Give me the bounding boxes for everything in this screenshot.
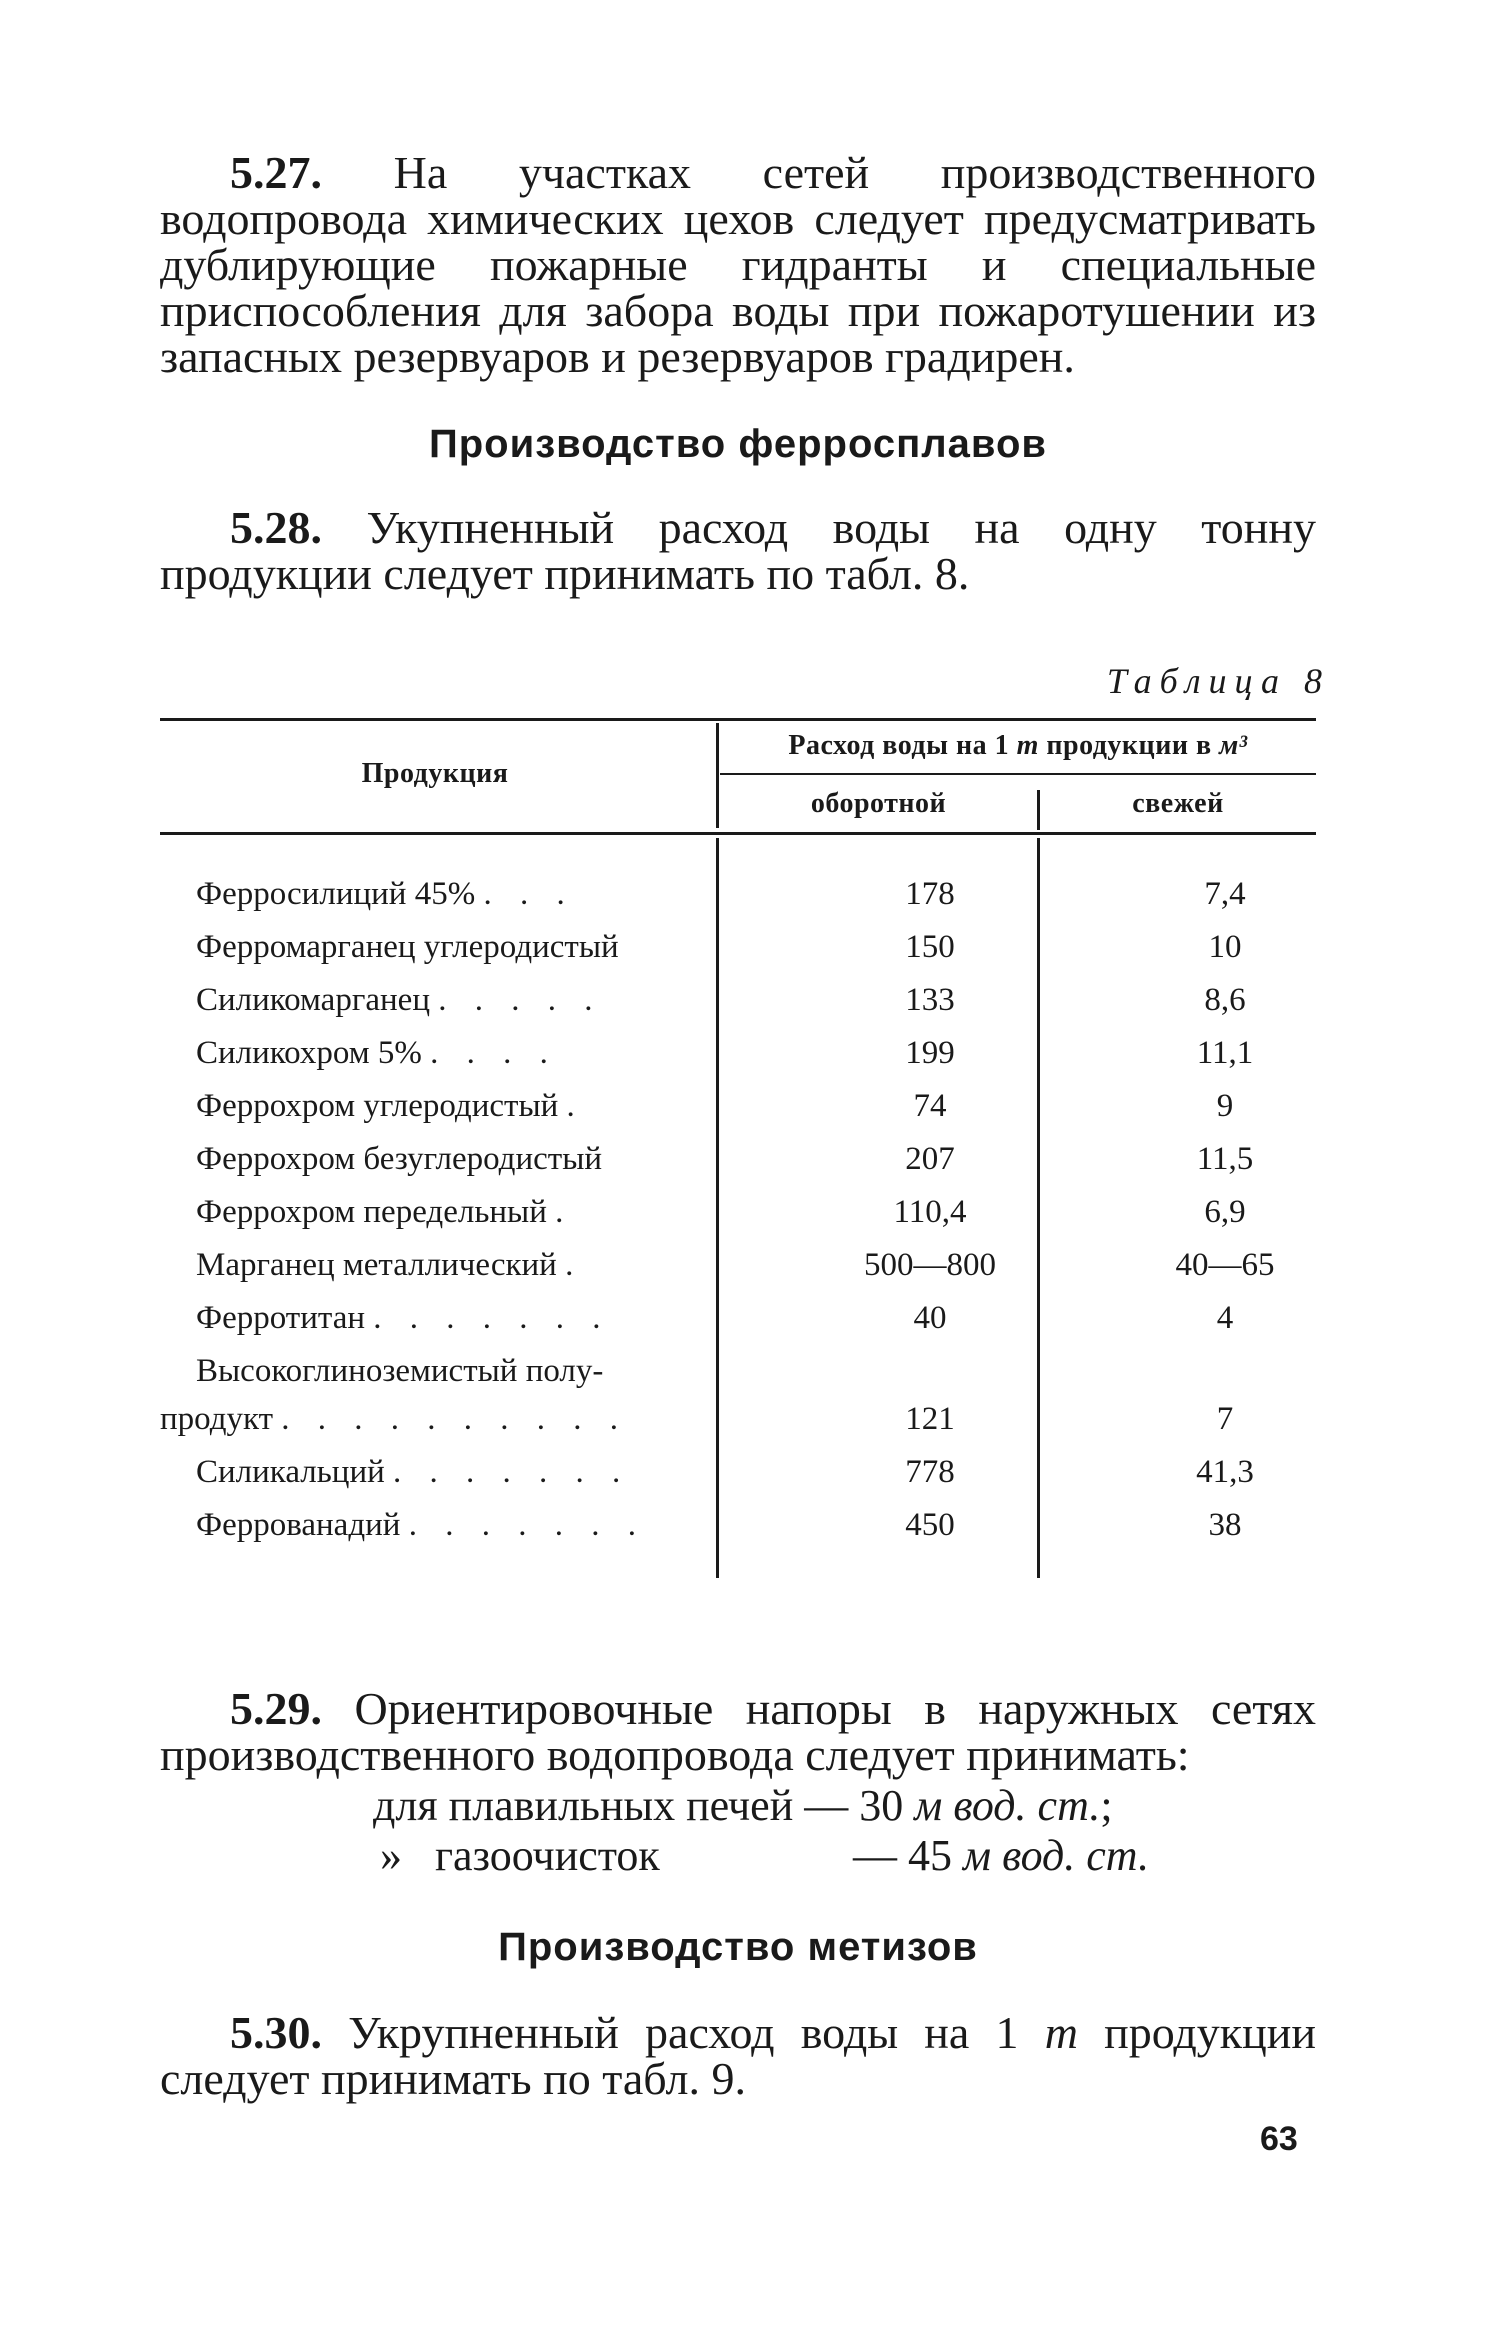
table-row-name: Силикохром 5% . . . .: [196, 1035, 558, 1071]
paragraph-text: На участках сетей производственного водопровода химических цехов следует предусматривать дублирующие пожарные гидранты и специальные приспособления для забора воды при пожаротушении из запасных резервуаров и резервуаров градирен.: [160, 147, 1317, 382]
paragraph-text: Укупненный расход воды на одну тонну продукции следует принимать по табл. 8.: [160, 502, 1316, 599]
table-cell-recycled: 150: [905, 929, 955, 965]
paragraph-number: 5.30.: [230, 2007, 322, 2058]
section-heading-hardware: Производство метизов: [498, 1925, 978, 1969]
table-row-name: Феррованадий . . . . . . .: [196, 1507, 646, 1543]
table-cell-recycled: 121: [905, 1401, 955, 1437]
header-product: Продукция: [361, 758, 509, 789]
paragraph-number: 5.29.: [230, 1683, 322, 1734]
table-cell-recycled: 133: [905, 982, 955, 1018]
table-row-name: Марганец металлический .: [196, 1247, 584, 1283]
pressure-line-gas-cleaning: » газоочисток: [380, 1831, 660, 1880]
section-heading-ferroalloys: Производство ферросплавов: [428, 422, 1047, 466]
paragraph-text: Ориентировочные напоры в наружных сетях производственного водопровода следует принимать:: [160, 1683, 1316, 1780]
paragraph-5-28: [160, 502, 1316, 599]
table-cell-recycled: 178: [905, 876, 955, 912]
pressure-line-gas-cleaning-value: — 45 м вод. ст.: [853, 1831, 1150, 1880]
table-cell-fresh: 6,9: [1204, 1194, 1246, 1230]
table-caption: Таблица 8: [1106, 661, 1330, 701]
table-row-name-continued: продукт . . . . . . . . . .: [160, 1401, 629, 1437]
table-row-name: Силикальций . . . . . . .: [196, 1454, 631, 1490]
table-cell-fresh: 41,3: [1196, 1454, 1254, 1490]
table-cell-fresh: 40—65: [1175, 1247, 1275, 1283]
table-row-name: Феррохром безуглеродистый: [196, 1141, 603, 1177]
table-cell-recycled: 40: [913, 1300, 947, 1336]
table-row-name: Ферромарганец углеродистый: [196, 929, 619, 965]
paragraph-5-30: 5.30. Укрупненный расход воды на 1 т продукции следует принимать по табл. 9.: [160, 2007, 1316, 2104]
table-cell-fresh: 4: [1216, 1300, 1234, 1336]
table-cell-fresh: 7: [1216, 1401, 1234, 1437]
table-row-name: Феррохром углеродистый .: [196, 1088, 585, 1124]
table-cell-recycled: 450: [905, 1507, 955, 1543]
table-cell-fresh: 10: [1208, 929, 1242, 965]
table-cell-fresh: 8,6: [1204, 982, 1246, 1018]
table-cell-recycled: 110,4: [893, 1194, 967, 1230]
table-row-name: Ферросилиций 45% . . .: [196, 876, 575, 912]
table-sub-rule: [720, 773, 1316, 775]
table-8: [160, 718, 1316, 1598]
table-cell-fresh: 11,5: [1196, 1141, 1254, 1177]
table-row-name: Силикомарганец . . . . .: [196, 982, 603, 1018]
paragraph-5-29: [160, 1683, 1316, 1780]
paragraph-number: 5.28.: [230, 502, 322, 553]
table-cell-recycled: 74: [913, 1088, 947, 1124]
table-row-name: Высокоглиноземистый полу-: [196, 1353, 604, 1389]
page-number: 63: [1260, 2120, 1298, 2158]
paragraph-5-27: [160, 147, 1317, 382]
table-row-name: Ферротитан . . . . . . .: [196, 1300, 611, 1336]
table-cell-fresh: 7,4: [1204, 876, 1246, 912]
table-cell-recycled: 207: [905, 1141, 955, 1177]
paragraph-number: 5.27.: [230, 147, 322, 198]
table-top-rule: [160, 718, 1316, 721]
header-col-recycled: оборотной: [810, 788, 947, 819]
table-cell-recycled: 778: [905, 1454, 955, 1490]
pressure-line-furnaces: для плавильных печей — 30 м вод. ст.;: [373, 1781, 1113, 1830]
table-divider-1: [716, 723, 719, 828]
table-header-rule: [160, 832, 1316, 835]
table-cell-recycled: 500—800: [864, 1247, 996, 1283]
table-cell-fresh: 9: [1216, 1088, 1234, 1124]
table-cell-recycled: 199: [905, 1035, 955, 1071]
header-group: Расход воды на 1 т продукции в м³: [788, 730, 1248, 761]
table-row-name: Феррохром передельный .: [196, 1194, 574, 1230]
header-col-fresh: свежей: [1132, 788, 1224, 819]
table-cell-fresh: 38: [1208, 1507, 1242, 1543]
table-cell-fresh: 11,1: [1196, 1035, 1254, 1071]
